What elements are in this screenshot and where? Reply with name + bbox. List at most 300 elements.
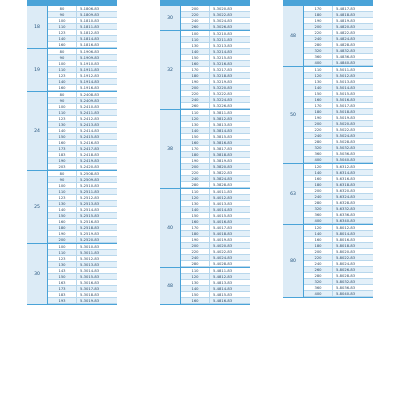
- part-number-cell: 5-4836-83: [336, 55, 356, 59]
- part-number-cell: 5-3817-83: [213, 147, 233, 151]
- length-cell: 110: [181, 37, 210, 42]
- part-number-cell: 5-5012-83: [336, 74, 356, 78]
- part-number-cell: 5-1911-83: [80, 68, 100, 72]
- part-number-cell: 5-2412-83: [80, 117, 100, 121]
- length-cell: 100: [48, 61, 77, 66]
- length-cell: 90: [48, 12, 77, 17]
- length-cell: 180: [304, 109, 333, 114]
- part-number-cell: 5-2511-83: [80, 190, 100, 194]
- table-row: [181, 103, 250, 109]
- part-number-cell: 5-3020-83: [213, 7, 233, 11]
- part-number-cell: 5-3017-83: [80, 287, 100, 291]
- part-number-cell: 5-4012-83: [213, 196, 233, 200]
- length-cell: 400: [304, 218, 333, 223]
- length-cell: 170: [181, 225, 210, 230]
- part-number-cell: 5-3014-83: [80, 269, 100, 273]
- size-group: [27, 92, 117, 171]
- part-number-cell: 5-5018-83: [336, 110, 356, 114]
- length-cell: 200: [304, 249, 333, 254]
- part-number-cell: 5-2413-83: [80, 123, 100, 127]
- length-cell: 110: [181, 110, 210, 115]
- length-cell: 280: [304, 42, 333, 47]
- length-cell: 220: [181, 12, 210, 17]
- length-cell: 160: [48, 42, 77, 47]
- length-cell: 220: [181, 91, 210, 96]
- length-cell: 240: [181, 18, 210, 23]
- length-cell: 110: [48, 250, 77, 255]
- table-row: [181, 24, 250, 30]
- part-number-cell: 5-8020-83: [336, 250, 356, 254]
- part-number-cell: 5-8032-83: [336, 280, 356, 284]
- length-cell: 90: [48, 98, 77, 103]
- part-number-cell: 5-2419-83: [80, 159, 100, 163]
- length-cell: 160: [48, 85, 77, 90]
- length-cell: 120: [304, 164, 333, 169]
- length-cell: 80: [48, 49, 77, 54]
- length-cell: 190: [181, 237, 210, 242]
- part-number-cell: 5-2420-83: [80, 165, 100, 169]
- parts-table-1: [27, 0, 117, 305]
- length-cell: 120: [181, 274, 210, 279]
- group-label: 48: [283, 6, 304, 66]
- length-cell: 160: [48, 219, 77, 224]
- group-label: 40: [160, 189, 181, 267]
- part-number-cell: 5-3015-83: [80, 275, 100, 279]
- length-cell: 140: [181, 286, 210, 291]
- part-number-cell: 5-1916-83: [80, 86, 100, 90]
- length-cell: 170: [304, 6, 333, 11]
- table-row: [48, 85, 117, 91]
- part-number-cell: 5-2518-83: [80, 226, 100, 230]
- part-number-cell: 5-3013-83: [80, 263, 100, 267]
- part-number-cell: 5-6328-83: [336, 201, 356, 205]
- length-cell: 180: [48, 225, 77, 230]
- part-number-cell: 5-3018-83: [80, 293, 100, 297]
- length-cell: 220: [181, 249, 210, 254]
- length-cell: 180: [181, 152, 210, 157]
- part-number-cell: 5-3813-83: [213, 123, 233, 127]
- length-cell: 183: [48, 292, 77, 297]
- part-number-cell: 5-4840-83: [336, 61, 356, 65]
- part-number-cell: 5-5036-83: [336, 152, 356, 156]
- part-number-cell: 5-3824-83: [213, 177, 233, 181]
- part-number-cell: 5-4016-83: [213, 220, 233, 224]
- part-number-cell: 5-2516-83: [80, 220, 100, 224]
- part-number-cell: 5-1810-83: [80, 19, 100, 23]
- length-cell: 120: [304, 225, 333, 230]
- table-row: [48, 42, 117, 48]
- part-number-cell: 5-2418-83: [80, 153, 100, 157]
- part-number-cell: 5-1806-83: [80, 7, 100, 11]
- part-number-cell: 5-3822-83: [213, 171, 233, 175]
- part-number-cell: 5-3216-83: [213, 62, 233, 66]
- part-number-cell: 5-6316-83: [336, 177, 356, 181]
- part-number-cell: 5-2409-83: [80, 99, 100, 103]
- length-cell: 80: [48, 171, 77, 176]
- length-cell: 130: [48, 262, 77, 267]
- part-number-cell: 5-3016-83: [80, 281, 100, 285]
- length-cell: 360: [304, 212, 333, 217]
- part-number-cell: 5-8036-83: [336, 286, 356, 290]
- table-row: [181, 182, 250, 188]
- part-number-cell: 5-2519-83: [80, 232, 100, 236]
- part-number-cell: 5-1814-83: [80, 37, 100, 41]
- length-cell: 220: [181, 170, 210, 175]
- group-label: 38: [160, 110, 181, 188]
- length-cell: 200: [304, 121, 333, 126]
- part-number-cell: 5-1906-83: [80, 50, 100, 54]
- length-cell: 320: [304, 206, 333, 211]
- table-row: [181, 261, 250, 267]
- length-cell: 110: [48, 189, 77, 194]
- part-number-cell: 5-2514-83: [80, 208, 100, 212]
- length-cell: 170: [304, 103, 333, 108]
- length-cell: 160: [181, 61, 210, 66]
- part-number-cell: 5-3019-83: [80, 299, 100, 303]
- part-number-cell: 5-5011-83: [336, 68, 356, 72]
- group-label: 63: [283, 164, 304, 224]
- length-cell: 173: [48, 286, 77, 291]
- part-number-cell: 5-2520-83: [80, 238, 100, 242]
- part-number-cell: 5-5020-83: [336, 122, 356, 126]
- length-cell: 123: [48, 116, 77, 121]
- part-number-cell: 5-2510-83: [80, 184, 100, 188]
- length-cell: 140: [304, 170, 333, 175]
- length-cell: 240: [304, 36, 333, 41]
- length-cell: 200: [304, 188, 333, 193]
- length-cell: 90: [48, 177, 77, 182]
- part-number-cell: 5-5016-83: [336, 98, 356, 102]
- length-cell: 140: [48, 36, 77, 41]
- part-number-cell: 5-4028-83: [213, 262, 233, 266]
- length-cell: 150: [181, 55, 210, 60]
- size-group: [27, 49, 117, 92]
- length-cell: 140: [48, 128, 77, 133]
- length-cell: 130: [48, 122, 77, 127]
- part-number-cell: 5-6332-83: [336, 207, 356, 211]
- part-number-cell: 5-3812-83: [213, 117, 233, 121]
- table-row: [304, 291, 373, 297]
- size-group: [27, 244, 117, 305]
- table-row: [181, 298, 250, 304]
- size-group: [160, 31, 250, 110]
- length-cell: 220: [304, 127, 333, 132]
- part-number-cell: 5-3213-83: [213, 44, 233, 48]
- length-cell: 120: [181, 195, 210, 200]
- part-number-cell: 5-4814-83: [213, 287, 233, 291]
- length-cell: 240: [181, 255, 210, 260]
- part-number-cell: 5-3815-83: [213, 135, 233, 139]
- part-number-cell: 5-2515-83: [80, 214, 100, 218]
- part-number-cell: 5-3210-83: [213, 32, 233, 36]
- length-cell: 400: [304, 157, 333, 162]
- length-cell: 130: [181, 43, 210, 48]
- length-cell: 140: [48, 207, 77, 212]
- length-cell: 150: [181, 134, 210, 139]
- length-cell: 240: [304, 194, 333, 199]
- length-cell: 130: [304, 79, 333, 84]
- length-cell: 203: [48, 164, 77, 169]
- length-cell: 220: [304, 255, 333, 260]
- part-number-cell: 5-4819-83: [336, 19, 356, 23]
- parts-table-3: [283, 0, 373, 298]
- part-number-cell: 5-2408-83: [80, 93, 100, 97]
- part-number-cell: 5-8026-83: [336, 268, 356, 272]
- length-cell: 280: [181, 182, 210, 187]
- length-cell: 140: [304, 85, 333, 90]
- part-number-cell: 5-5040-83: [336, 158, 356, 162]
- length-cell: 120: [181, 116, 210, 121]
- group-label: 32: [160, 31, 181, 109]
- parts-table-2: [160, 0, 250, 305]
- part-number-cell: 5-4828-83: [336, 43, 356, 47]
- length-cell: 160: [304, 237, 333, 242]
- length-cell: 260: [181, 103, 210, 108]
- part-number-cell: 5-2508-83: [80, 172, 100, 176]
- part-number-cell: 5-3224-83: [213, 98, 233, 102]
- group-label: 30: [160, 6, 181, 30]
- length-cell: 90: [48, 55, 77, 60]
- length-cell: 220: [304, 30, 333, 35]
- length-cell: 400: [304, 60, 333, 65]
- length-cell: 123: [48, 195, 77, 200]
- part-number-cell: 5-3828-83: [213, 183, 233, 187]
- table-row: [304, 60, 373, 66]
- length-cell: 140: [304, 231, 333, 236]
- size-group: [283, 225, 373, 298]
- part-number-cell: 5-5014-83: [336, 86, 356, 90]
- part-number-cell: 5-3022-83: [213, 13, 233, 17]
- group-label: 18: [27, 6, 48, 48]
- length-cell: 150: [48, 274, 77, 279]
- part-number-cell: 5-3820-83: [213, 165, 233, 169]
- length-cell: 100: [181, 31, 210, 36]
- part-number-cell: 5-8024-83: [336, 262, 356, 266]
- length-cell: 110: [181, 189, 210, 194]
- length-cell: 130: [48, 201, 77, 206]
- part-number-cell: 5-2513-83: [80, 202, 100, 206]
- length-cell: 180: [181, 231, 210, 236]
- part-number-cell: 5-5032-83: [336, 146, 356, 150]
- length-cell: 280: [181, 261, 210, 266]
- size-group: [160, 6, 250, 31]
- length-cell: 183: [48, 152, 77, 157]
- length-cell: 190: [48, 158, 77, 163]
- length-cell: 160: [304, 97, 333, 102]
- group-label: 19: [27, 49, 48, 91]
- length-cell: 160: [304, 176, 333, 181]
- part-number-cell: 5-8018-83: [336, 244, 356, 248]
- part-number-cell: 5-3220-83: [213, 86, 233, 90]
- part-number-cell: 5-1809-83: [80, 13, 100, 17]
- part-number-cell: 5-8016-83: [336, 238, 356, 242]
- size-group: [283, 164, 373, 225]
- size-group: [27, 6, 117, 49]
- part-number-cell: 5-4811-83: [213, 269, 233, 273]
- part-number-cell: 5-2512-83: [80, 196, 100, 200]
- part-number-cell: 5-5022-83: [336, 128, 356, 132]
- part-number-cell: 5-5013-83: [336, 80, 356, 84]
- length-cell: 143: [48, 268, 77, 273]
- length-cell: 280: [304, 200, 333, 205]
- part-number-cell: 5-3214-83: [213, 50, 233, 54]
- part-number-cell: 5-4832-83: [336, 49, 356, 53]
- length-cell: 200: [181, 243, 210, 248]
- length-cell: 140: [48, 79, 77, 84]
- length-cell: 360: [304, 54, 333, 59]
- part-number-cell: 5-8014-83: [336, 232, 356, 236]
- length-cell: 163: [48, 280, 77, 285]
- part-number-cell: 5-1912-83: [80, 74, 100, 78]
- length-cell: 140: [181, 49, 210, 54]
- part-number-cell: 5-4812-83: [213, 275, 233, 279]
- table-row: [304, 157, 373, 163]
- length-cell: 240: [181, 176, 210, 181]
- part-number-cell: 5-6312-83: [336, 165, 356, 169]
- length-cell: 200: [181, 85, 210, 90]
- part-number-cell: 5-3814-83: [213, 129, 233, 133]
- part-number-cell: 5-4015-83: [213, 214, 233, 218]
- length-cell: 100: [48, 244, 77, 249]
- part-number-cell: 5-8028-83: [336, 274, 356, 278]
- part-number-cell: 5-2415-83: [80, 135, 100, 139]
- length-cell: 280: [304, 139, 333, 144]
- part-number-cell: 5-4014-83: [213, 208, 233, 212]
- length-cell: 140: [181, 128, 210, 133]
- length-cell: 110: [48, 110, 77, 115]
- part-number-cell: 5-4817-83: [336, 7, 356, 11]
- length-cell: 320: [304, 145, 333, 150]
- length-cell: 173: [48, 146, 77, 151]
- length-cell: 240: [181, 97, 210, 102]
- part-number-cell: 5-3010-83: [80, 245, 100, 249]
- size-group: [27, 171, 117, 244]
- length-cell: 130: [181, 201, 210, 206]
- part-number-cell: 5-4019-83: [213, 238, 233, 242]
- part-number-cell: 5-2411-83: [80, 111, 100, 115]
- part-number-cell: 5-1910-83: [80, 62, 100, 66]
- part-number-cell: 5-4822-83: [336, 31, 356, 35]
- part-number-cell: 5-4022-83: [213, 250, 233, 254]
- length-cell: 190: [304, 115, 333, 120]
- length-cell: 240: [304, 133, 333, 138]
- length-cell: 190: [48, 231, 77, 236]
- length-cell: 80: [48, 6, 77, 11]
- part-number-cell: 5-3215-83: [213, 56, 233, 60]
- size-group: [283, 67, 373, 164]
- part-number-cell: 5-3011-83: [80, 251, 100, 255]
- length-cell: 150: [181, 213, 210, 218]
- part-number-cell: 5-1811-83: [80, 25, 100, 29]
- length-cell: 123: [48, 73, 77, 78]
- part-number-cell: 5-1909-83: [80, 56, 100, 60]
- length-cell: 150: [181, 292, 210, 297]
- part-number-cell: 5-6324-83: [336, 195, 356, 199]
- part-number-cell: 5-2414-83: [80, 129, 100, 133]
- length-cell: 160: [181, 219, 210, 224]
- length-cell: 320: [304, 48, 333, 53]
- length-cell: 190: [181, 79, 210, 84]
- part-number-cell: 5-4020-83: [213, 244, 233, 248]
- length-cell: 110: [48, 24, 77, 29]
- part-number-cell: 5-3818-83: [213, 153, 233, 157]
- table-row: [48, 237, 117, 243]
- size-group: [160, 110, 250, 189]
- part-number-cell: 5-3811-83: [213, 111, 233, 115]
- table-row: [48, 164, 117, 170]
- part-number-cell: 5-4818-83: [336, 13, 356, 17]
- group-label: 80: [283, 225, 304, 297]
- length-cell: 123: [48, 256, 77, 261]
- length-cell: 200: [48, 237, 77, 242]
- table-row: [48, 298, 117, 304]
- length-cell: 360: [304, 151, 333, 156]
- part-number-cell: 5-8022-83: [336, 256, 356, 260]
- length-cell: 100: [48, 18, 77, 23]
- part-number-cell: 5-6336-83: [336, 213, 356, 217]
- part-number-cell: 5-1816-83: [80, 43, 100, 47]
- part-number-cell: 5-3024-83: [213, 19, 233, 23]
- part-number-cell: 5-6314-83: [336, 171, 356, 175]
- length-cell: 190: [181, 158, 210, 163]
- group-label: 30: [27, 244, 48, 304]
- length-cell: 160: [181, 298, 210, 303]
- length-cell: 140: [181, 207, 210, 212]
- size-group: [160, 268, 250, 305]
- table-row: [304, 218, 373, 224]
- length-cell: 170: [181, 67, 210, 72]
- part-number-cell: 5-2410-83: [80, 105, 100, 109]
- part-number-cell: 5-4017-83: [213, 226, 233, 230]
- part-number-cell: 5-5024-83: [336, 134, 356, 138]
- length-cell: 180: [304, 12, 333, 17]
- length-cell: 123: [48, 30, 77, 35]
- length-cell: 240: [304, 261, 333, 266]
- group-label: 50: [283, 67, 304, 163]
- part-number-cell: 5-4011-83: [213, 190, 233, 194]
- length-cell: 180: [181, 73, 210, 78]
- size-group: [283, 6, 373, 67]
- part-number-cell: 5-6340-83: [336, 219, 356, 223]
- length-cell: 200: [181, 6, 210, 11]
- length-cell: 130: [181, 280, 210, 285]
- part-number-cell: 5-5019-83: [336, 116, 356, 120]
- length-cell: 150: [304, 91, 333, 96]
- part-number-cell: 5-1914-83: [80, 80, 100, 84]
- part-number-cell: 5-2416-83: [80, 141, 100, 145]
- length-cell: 193: [48, 298, 77, 303]
- length-cell: 100: [48, 104, 77, 109]
- part-number-cell: 5-8040-83: [336, 292, 356, 296]
- length-cell: 80: [48, 92, 77, 97]
- part-number-cell: 5-6320-83: [336, 189, 356, 193]
- length-cell: 160: [181, 140, 210, 145]
- part-number-cell: 5-3226-83: [213, 104, 233, 108]
- part-number-cell: 5-3217-83: [213, 68, 233, 72]
- part-number-cell: 5-4018-83: [213, 232, 233, 236]
- length-cell: 280: [304, 273, 333, 278]
- part-number-cell: 5-8012-83: [336, 226, 356, 230]
- part-number-cell: 5-4815-83: [213, 293, 233, 297]
- length-cell: 320: [304, 279, 333, 284]
- length-cell: 260: [181, 24, 210, 29]
- part-number-cell: 5-4813-83: [213, 281, 233, 285]
- length-cell: 260: [304, 267, 333, 272]
- length-cell: 400: [304, 291, 333, 296]
- part-number-cell: 5-3218-83: [213, 74, 233, 78]
- length-cell: 180: [304, 182, 333, 187]
- length-cell: 120: [304, 73, 333, 78]
